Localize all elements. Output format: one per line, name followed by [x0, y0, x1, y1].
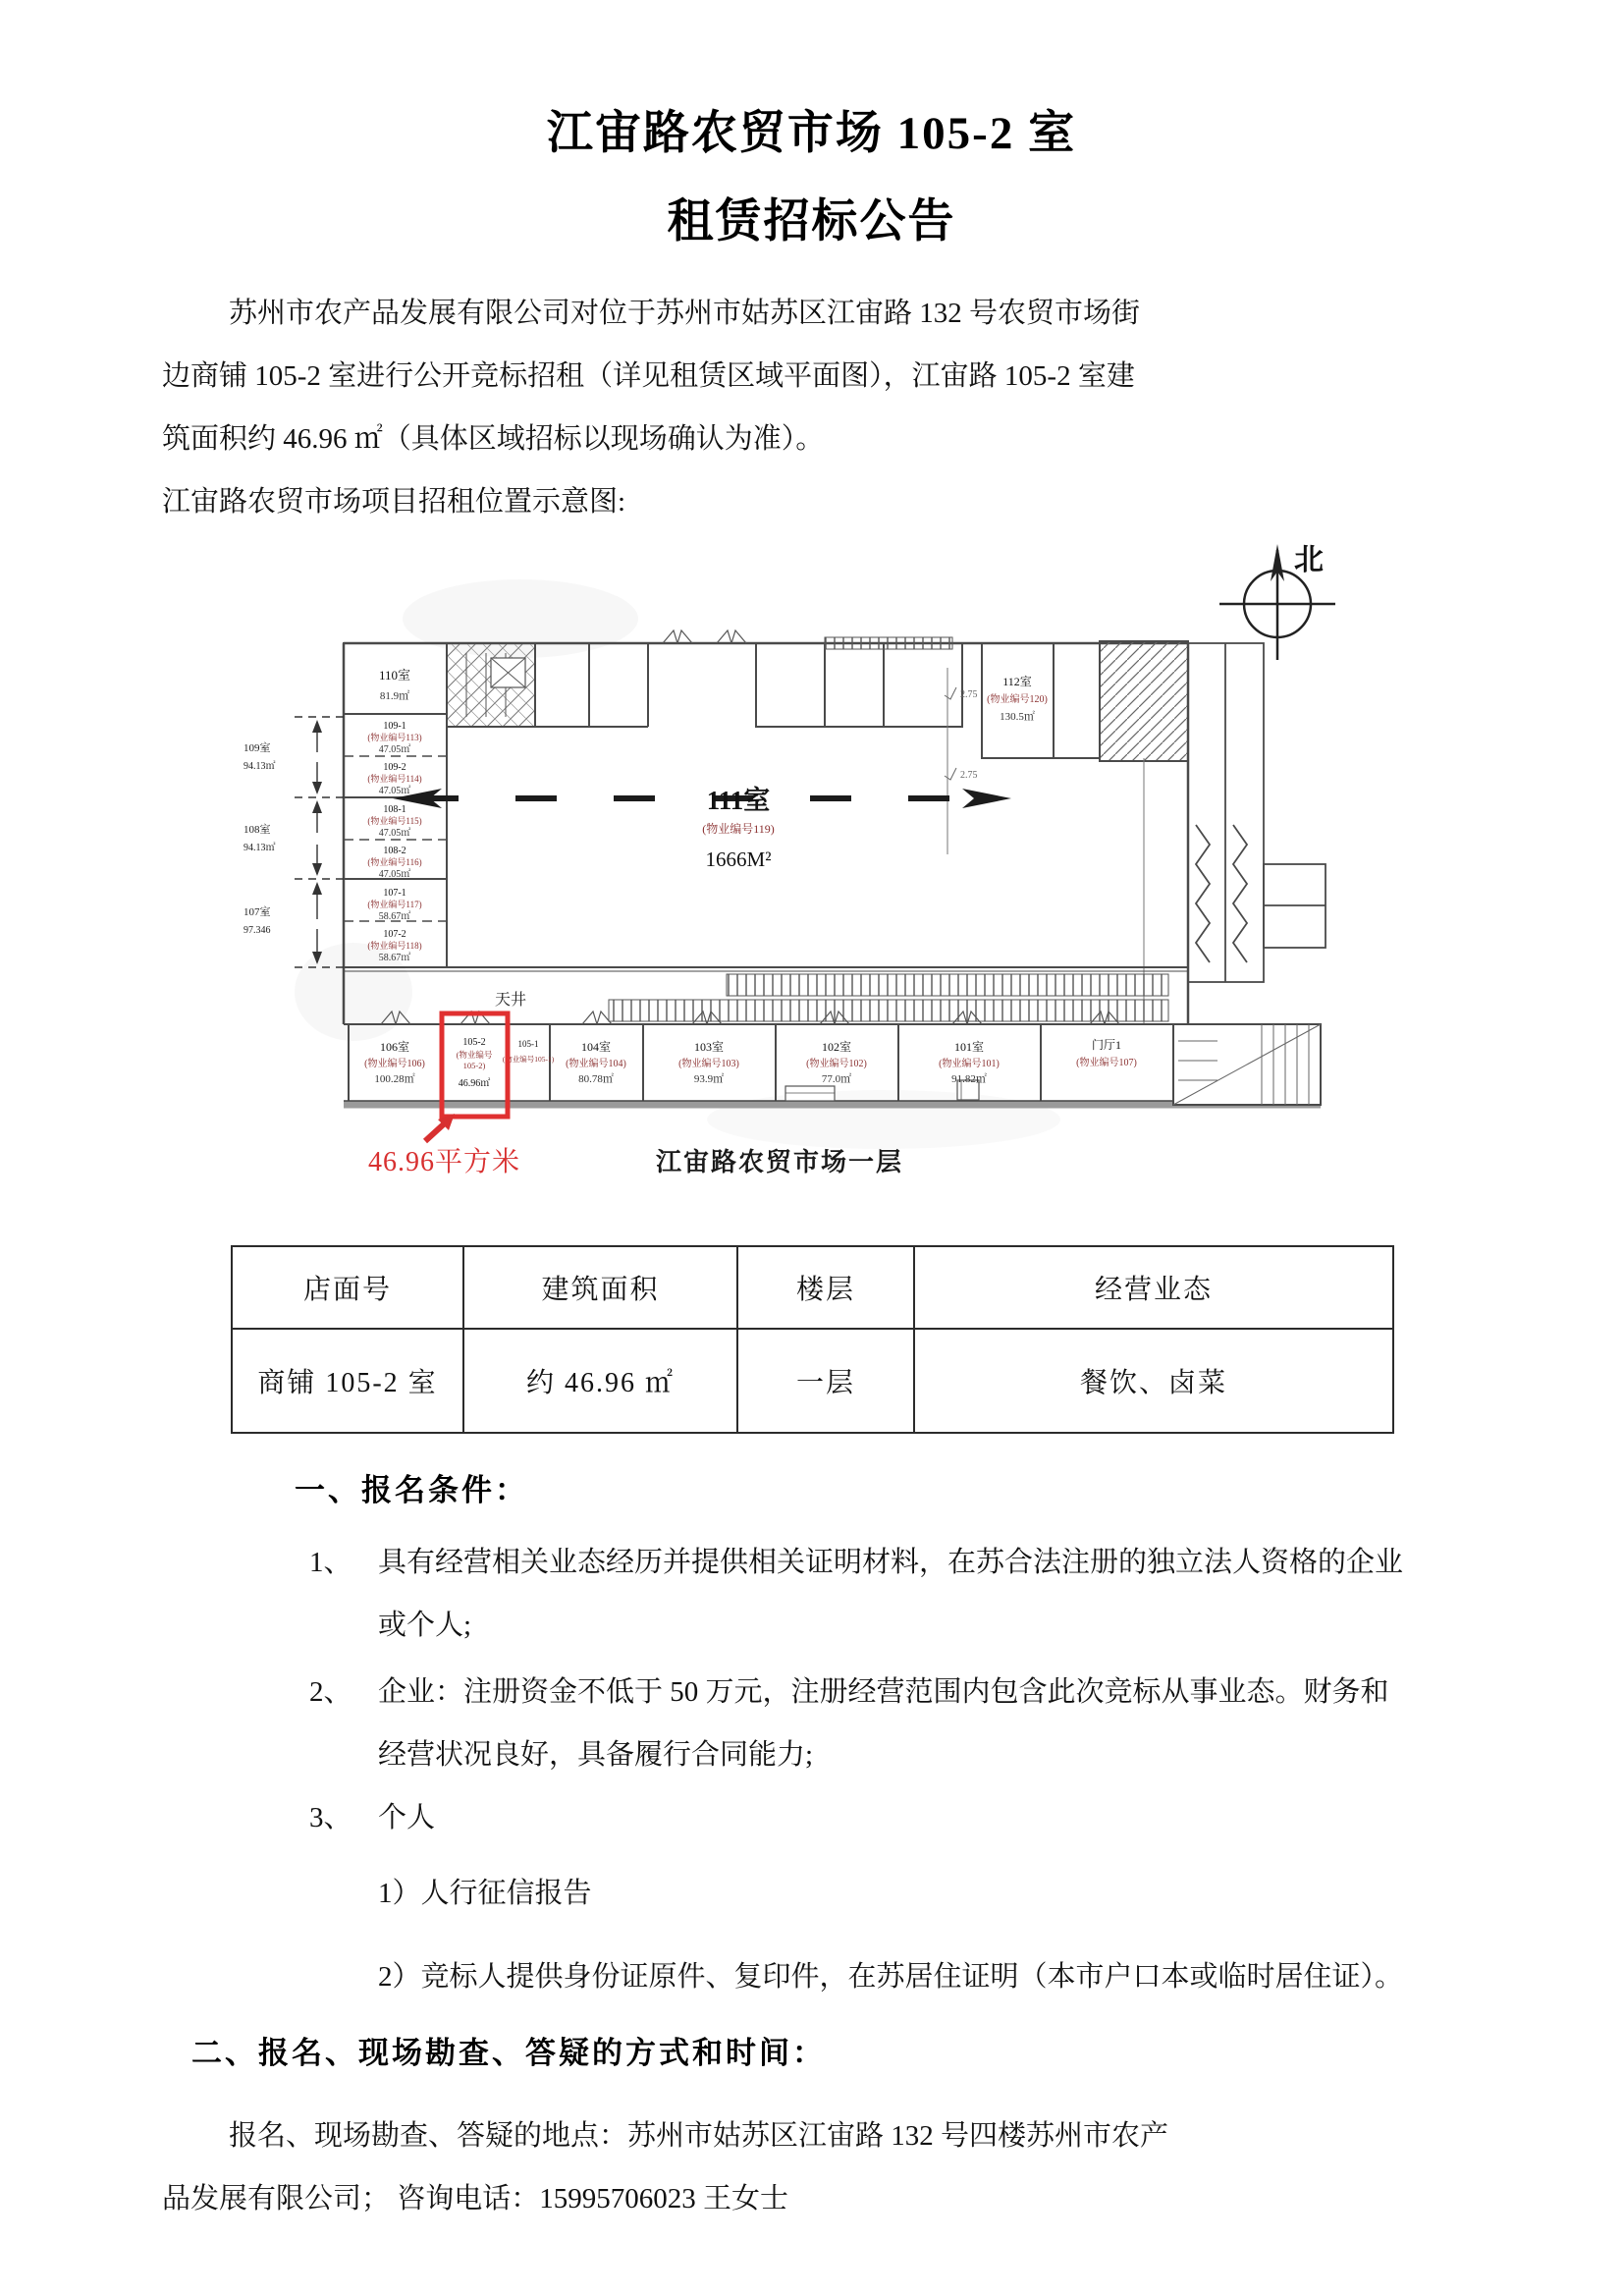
shop-105-1-code: (物业编号105-1) [502, 1055, 555, 1064]
tianjing-label: 天井 [494, 992, 527, 1009]
stair-block-se [1173, 1024, 1321, 1105]
shop-102-code: (物业编号102) [806, 1059, 867, 1069]
room-109-1-code: (物业编号113) [367, 733, 422, 742]
shop-101-code: (物业编号101) [939, 1059, 1000, 1069]
condition-item-1-line2: 或个人; [378, 1610, 472, 1641]
lobby-code: (物业编号107) [1076, 1058, 1137, 1068]
room-108-2-label: 108-2 [383, 846, 406, 856]
dim-109-name: 109室 [243, 742, 271, 754]
floorplan-figure [196, 530, 1345, 1188]
highlight-annotation [368, 1114, 520, 1177]
dim-108-name: 108室 [243, 824, 271, 836]
cell-shop-number: 商铺 105-2 室 [232, 1329, 463, 1433]
shop-101-area: 91.82㎡ [951, 1073, 987, 1085]
item-1-text: 具有经营相关业态经历并提供相关证明材料，在苏合法注册的独立法人资格的企业 [378, 1547, 1404, 1578]
col-header-building-area: 建筑面积 [463, 1246, 737, 1329]
hall-code-label: (物业编号119) [702, 822, 775, 836]
table-header-row [232, 1246, 1393, 1329]
stair-block-ne [1100, 641, 1188, 761]
room-112-area: 130.5㎡ [1000, 711, 1035, 723]
dim-108-value: 94.13㎡ [243, 843, 276, 853]
room-107-1-label: 107-1 [383, 888, 406, 899]
scan-noise [707, 1090, 1060, 1149]
room-112-label: 112室 [1002, 675, 1032, 688]
condition-item-2-line2: 经营状况良好，具备履行合同能力; [378, 1739, 814, 1771]
col-header-business-type: 经营业态 [914, 1246, 1393, 1329]
dimension-annotations [243, 717, 344, 967]
shop-105-2-label: 105-2 [462, 1037, 486, 1048]
room-109-2-code: (物业编号114) [367, 774, 422, 784]
room-108-1-code: (物业编号115) [367, 816, 422, 826]
col-header-floor: 楼层 [737, 1246, 914, 1329]
shop-106-area: 100.28㎡ [374, 1073, 415, 1085]
east-wing [1188, 643, 1325, 982]
cell-floor: 一层 [737, 1329, 914, 1433]
sub-item-2: 2）竞标人提供身份证原件、复印件，在苏居住证明（本市户口本或临时居住证）。 [378, 1961, 1404, 1993]
shop-104-code: (物业编号104) [566, 1059, 626, 1069]
lobby-label: 门厅1 [1091, 1038, 1122, 1052]
condition-item-1-line1 [309, 1540, 1403, 1580]
shop-105-2-code2: 105-2) [462, 1061, 486, 1070]
intro-line-3: 筑面积约 46.96 ㎡（具体区域招标以现场确认为准）。 [162, 423, 825, 455]
shop-105-2-code1: (物业编号 [456, 1050, 493, 1060]
highlight-area-label: 46.96平方米 [368, 1147, 521, 1177]
room-108-2-area: 47.05㎡ [378, 869, 411, 880]
plan-caption: 江宙路农贸市场一层 [656, 1148, 904, 1176]
intro-line-1: 苏州市农产品发展有限公司对位于苏州市姑苏区江宙路 132 号农贸市场街 [229, 298, 1141, 329]
room-107-1-code: (物业编号117) [367, 900, 422, 909]
doc-title-line1: 江宙路农贸市场 105-2 室 [546, 108, 1077, 159]
col-header-shop-number: 店面号 [232, 1246, 463, 1329]
cell-building-area: 约 46.96 ㎡ [463, 1329, 737, 1433]
window-band [825, 637, 952, 649]
closing-line-2: 品发展有限公司； 咨询电话：15995706023 王女士 [162, 2183, 789, 2214]
room-108-2-code: (物业编号116) [367, 857, 422, 867]
level-mark-1: 2.75 [960, 689, 978, 700]
room-109-1-area: 47.05㎡ [378, 744, 411, 755]
shop-102-area: 77.0㎡ [821, 1073, 852, 1085]
room-107-2-label: 107-2 [383, 929, 406, 940]
condition-item-3 [309, 1795, 435, 1835]
stairwell-block [447, 643, 535, 727]
shop-106-code: (物业编号106) [364, 1059, 425, 1069]
hall-name-label: 111室 [706, 786, 771, 815]
room-109-2-label: 109-2 [383, 762, 406, 773]
room-112-code: (物业编号120) [987, 694, 1048, 705]
shop-103-label: 103室 [693, 1040, 725, 1054]
item-1-marker: 1、 [309, 1547, 352, 1578]
closing-line-1: 报名、现场勘查、答疑的地点：苏州市姑苏区江宙路 132 号四楼苏州市农产 [229, 2120, 1169, 2152]
grille-band-upper [727, 974, 1168, 996]
shop-105-2-area: 46.96㎡ [458, 1078, 491, 1089]
section1-heading: 一、报名条件： [295, 1473, 528, 1507]
item-3-marker: 3、 [309, 1802, 352, 1833]
room-108-1-label: 108-1 [383, 804, 406, 815]
dim-109-value: 94.13㎡ [243, 761, 276, 772]
item-2-text: 企业：注册资金不低于 50 万元，注册经营范围内包含此次竞标从事业态。财务和 [378, 1676, 1389, 1708]
floorplan-image [196, 530, 1345, 1188]
dim-107-name: 107室 [243, 906, 271, 918]
shop-101-label: 101室 [953, 1040, 985, 1054]
hall-area-label: 1666M² [705, 847, 772, 871]
level-mark-2: 2.75 [960, 770, 978, 781]
room-112-labels [987, 674, 1048, 723]
section2-heading: 二、报名、现场勘查、答疑的方式和时间： [191, 2036, 826, 2070]
cell-business-type: 餐饮、卤菜 [914, 1329, 1393, 1433]
shop-103-code: (物业编号103) [678, 1059, 739, 1069]
left-wing-labels [367, 668, 421, 963]
room-110-label: 110室 [378, 668, 411, 683]
shop-103-area: 93.9㎡ [693, 1073, 725, 1085]
table-data-row [232, 1329, 1393, 1433]
room-110-area: 81.9㎡ [379, 690, 410, 702]
shop-104-label: 104室 [580, 1040, 612, 1054]
room-109-2-area: 47.05㎡ [378, 786, 411, 796]
plan-intro-line: 江宙路农贸市场项目招租位置示意图: [162, 486, 626, 518]
item-3-text: 个人 [378, 1802, 436, 1833]
room-107-1-area: 58.67㎡ [378, 911, 411, 922]
shop-104-area: 80.78㎡ [578, 1073, 614, 1085]
shop-info-table [231, 1245, 1394, 1434]
room-107-2-area: 58.67㎡ [378, 953, 411, 963]
grille-band-lower [609, 1000, 1168, 1021]
shop-105-1-label: 105-1 [517, 1039, 539, 1049]
room-108-1-area: 47.05㎡ [378, 828, 411, 839]
room-109-1-label: 109-1 [383, 721, 406, 732]
shop-106-label: 106室 [379, 1040, 410, 1054]
shop-labels [364, 1037, 1137, 1089]
intro-line-2: 边商铺 105-2 室进行公开竞标招租（详见租赁区域平面图），江宙路 105-2 室建 [162, 360, 1135, 392]
condition-item-2-line1 [309, 1669, 1389, 1710]
north-label: 北 [1294, 544, 1324, 576]
hall-direction-arrow [393, 789, 1011, 808]
sub-item-1: 1）人行征信报告 [378, 1878, 592, 1909]
doc-title-line2: 租赁招标公告 [667, 196, 956, 247]
dim-107-value: 97.346 [243, 925, 271, 936]
room-107-2-code: (物业编号118) [367, 941, 422, 951]
shop-102-label: 102室 [821, 1040, 852, 1054]
item-2-marker: 2、 [309, 1676, 352, 1708]
